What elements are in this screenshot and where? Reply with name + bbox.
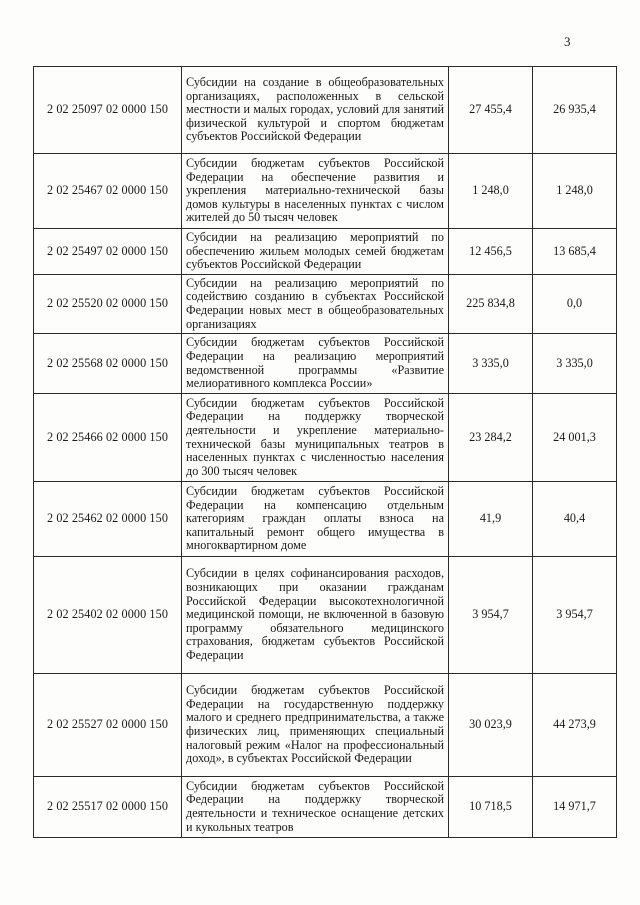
table-row (34, 482, 617, 557)
amount-year-1: 27 455,4 (449, 67, 533, 154)
amount-year-2: 24 001,3 (533, 394, 617, 482)
budget-code: 2 02 25517 02 0000 150 (34, 777, 182, 838)
table-row (34, 674, 617, 777)
amount-year-1: 10 718,5 (449, 777, 533, 838)
amount-year-1: 23 284,2 (449, 394, 533, 482)
amount-year-2: 1 248,0 (533, 154, 617, 229)
amount-year-2: 0,0 (533, 275, 617, 334)
amount-year-2: 3 335,0 (533, 334, 617, 394)
amount-year-2: 13 685,4 (533, 229, 617, 275)
amount-year-2: 40,4 (533, 482, 617, 557)
subsidy-description: Субсидии бюджетам субъектов Российской Федерации на обеспечение развития и укрепления материально-технической базы домов культуры в населенных пунктах с числом жителей до 50 тысяч человек (182, 154, 449, 229)
budget-code: 2 02 25097 02 0000 150 (34, 67, 182, 154)
budget-code: 2 02 25402 02 0000 150 (34, 557, 182, 674)
amount-year-2: 26 935,4 (533, 67, 617, 154)
subsidy-description: Субсидии в целях софинансирования расходов, возникающих при оказании гражданам Российской Федерации высокотехнологичной медицинской помощи, не включенной в базовую программу обязательного медицинского страхования, бюджетам субъектов Российской Федерации (182, 557, 449, 674)
amount-year-2: 14 971,7 (533, 777, 617, 838)
budget-code: 2 02 25520 02 0000 150 (34, 275, 182, 334)
amount-year-2: 3 954,7 (533, 557, 617, 674)
subsidy-description: Субсидии бюджетам субъектов Российской Федерации на поддержку творческой деятельности и техническое оснащение детских и кукольных театров (182, 777, 449, 838)
table-row (34, 394, 617, 482)
amount-year-1: 41,9 (449, 482, 533, 557)
amount-year-1: 3 335,0 (449, 334, 533, 394)
subsidies-table (33, 66, 617, 838)
subsidy-description: Субсидии на создание в общеобразовательных организациях, расположенных в сельской местности и малых городах, условий для занятий физической культурой и спортом бюджетам субъектов Российской Федерации (182, 67, 449, 154)
amount-year-1: 225 834,8 (449, 275, 533, 334)
budget-code: 2 02 25568 02 0000 150 (34, 334, 182, 394)
amount-year-1: 1 248,0 (449, 154, 533, 229)
amount-year-2: 44 273,9 (533, 674, 617, 777)
subsidy-description: Субсидии бюджетам субъектов Российской Федерации на поддержку творческой деятельности и укрепление материально-технической базы муниципальных театров в населенных пунктах с численностью населения до 300 тысяч человек (182, 394, 449, 482)
table-row (34, 154, 617, 229)
page-number: 3 (564, 34, 571, 49)
subsidy-description: Субсидии на реализацию мероприятий по обеспечению жильем молодых семей бюджетам субъектов Российской Федерации (182, 229, 449, 275)
table-row (34, 334, 617, 394)
subsidy-description: Субсидии бюджетам субъектов Российской Федерации на реализацию мероприятий ведомственной программы «Развитие мелиоративного комплекса России» (182, 334, 449, 394)
table-row (34, 275, 617, 334)
budget-code: 2 02 25467 02 0000 150 (34, 154, 182, 229)
table-row (34, 229, 617, 275)
table-row (34, 67, 617, 154)
table-row (34, 557, 617, 674)
budget-code: 2 02 25527 02 0000 150 (34, 674, 182, 777)
amount-year-1: 30 023,9 (449, 674, 533, 777)
subsidy-description: Субсидии на реализацию мероприятий по содействию созданию в субъектах Российской Федерации новых мест в общеобразовательных организациях (182, 275, 449, 334)
amount-year-1: 12 456,5 (449, 229, 533, 275)
subsidy-description: Субсидии бюджетам субъектов Российской Федерации на государственную поддержку малого и среднего предпринимательства, а также физических лиц, применяющих специальный налоговый режим «Налог на профессиональный доход», в субъектах Российской Федерации (182, 674, 449, 777)
budget-code: 2 02 25466 02 0000 150 (34, 394, 182, 482)
subsidy-description: Субсидии бюджетам субъектов Российской Федерации на компенсацию отдельным категориям граждан оплаты взноса на капитальный ремонт общего имущества в многоквартирном доме (182, 482, 449, 557)
budget-code: 2 02 25462 02 0000 150 (34, 482, 182, 557)
table-row (34, 777, 617, 838)
amount-year-1: 3 954,7 (449, 557, 533, 674)
budget-code: 2 02 25497 02 0000 150 (34, 229, 182, 275)
